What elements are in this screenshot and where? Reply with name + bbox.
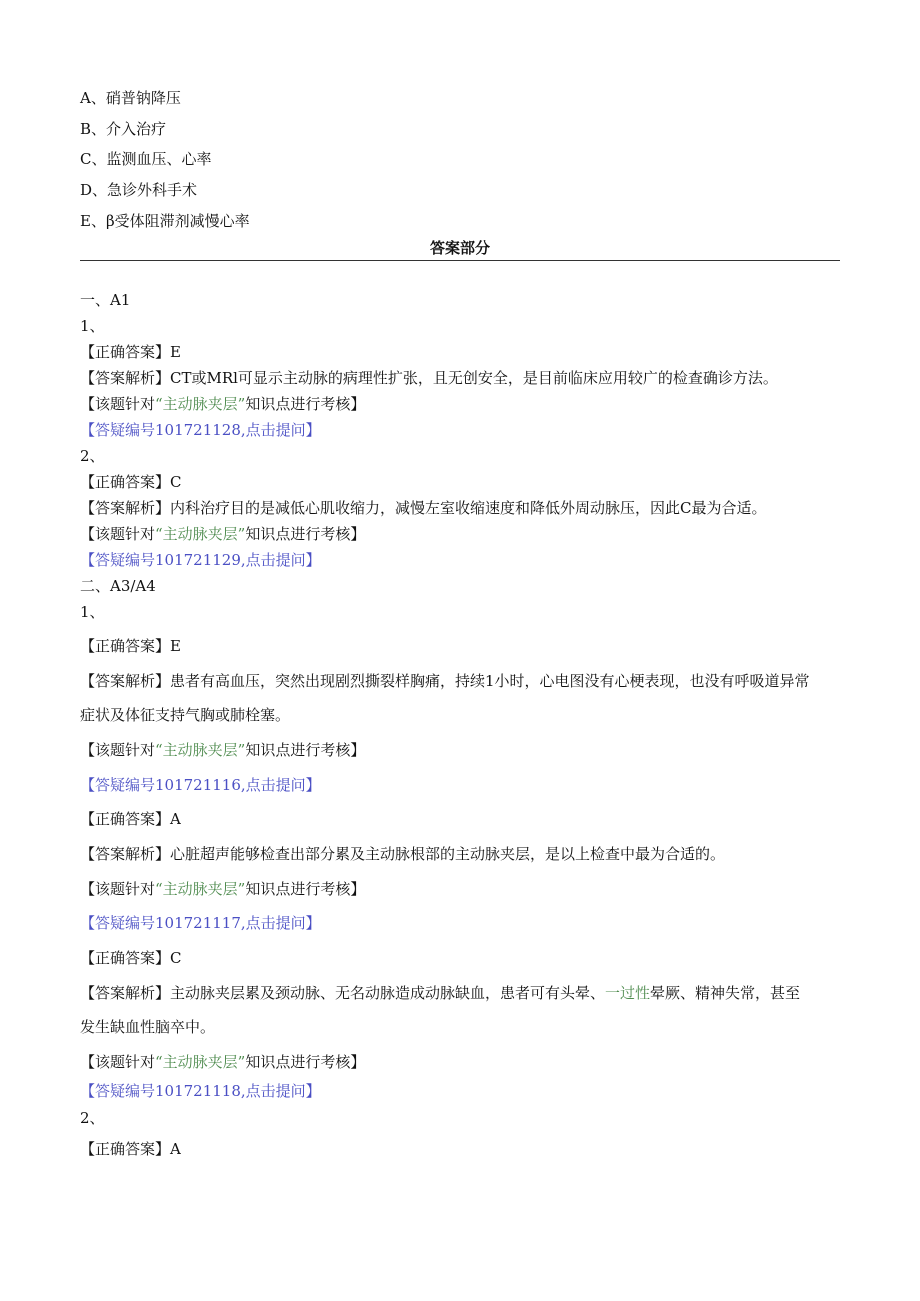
topic-prefix: 【该题针对: [80, 395, 156, 413]
topic-prefix: 【该题针对: [80, 525, 156, 543]
answer-analysis-continued: 发生缺血性脑卒中。: [80, 1018, 216, 1036]
topic-prefix: 【该题针对: [80, 741, 156, 759]
option-e: E、β受体阻滞剂减慢心率: [80, 212, 250, 230]
question-number: 2、: [80, 447, 105, 465]
question-number: 1、: [80, 317, 105, 335]
answer-analysis: 【答案解析】CT或MRl可显示主动脉的病理性扩张，且无创安全，是目前临床应用较广的检查确诊方法。: [80, 369, 778, 387]
topic-note: [80, 879, 365, 899]
topic-link[interactable]: “主动脉夹层”: [155, 525, 246, 543]
correct-answer: 【正确答案】E: [80, 637, 181, 655]
query-link[interactable]: 【答疑编号101721129,点击提问】: [80, 551, 321, 569]
topic-prefix: 【该题针对: [80, 880, 156, 898]
topic-suffix: 知识点进行考核】: [245, 880, 366, 898]
query-link[interactable]: 【答疑编号101721117,点击提问】: [80, 914, 321, 932]
topic-note: [80, 740, 365, 760]
correct-answer: 【正确答案】A: [80, 1140, 181, 1158]
correct-answer: 【正确答案】C: [80, 473, 182, 491]
answer-analysis: 【答案解析】内科治疗目的是减低心肌收缩力，减慢左室收缩速度和降低外周动脉压，因此C最为合适。: [80, 499, 767, 517]
section-one-title: 一、A1: [80, 291, 131, 309]
topic-suffix: 知识点进行考核】: [245, 525, 366, 543]
topic-note: [80, 1052, 365, 1072]
analysis-text: 晕厥、精神失常，甚至: [650, 984, 801, 1002]
option-a: A、硝普钠降压: [80, 89, 181, 107]
topic-note: [80, 394, 365, 414]
correct-answer: 【正确答案】A: [80, 810, 181, 828]
term-link[interactable]: 一过性: [605, 984, 651, 1002]
heading-divider: [80, 260, 840, 261]
question-number: 1、: [80, 603, 105, 621]
topic-suffix: 知识点进行考核】: [245, 395, 366, 413]
answer-heading: 答案部分: [429, 239, 490, 257]
option-b: B、介入治疗: [80, 120, 167, 138]
option-c: C、监测血压、心率: [80, 150, 212, 168]
correct-answer: 【正确答案】E: [80, 343, 181, 361]
query-link[interactable]: 【答疑编号101721128,点击提问】: [80, 421, 321, 439]
analysis-text: 【答案解析】主动脉夹层累及颈动脉、无名动脉造成动脉缺血，患者可有头晕、: [80, 984, 606, 1002]
topic-link[interactable]: “主动脉夹层”: [155, 880, 246, 898]
topic-suffix: 知识点进行考核】: [245, 741, 366, 759]
correct-answer: 【正确答案】C: [80, 949, 182, 967]
section-two-title: 二、A3/A4: [80, 577, 156, 595]
topic-link[interactable]: “主动脉夹层”: [155, 1053, 246, 1071]
query-link[interactable]: 【答疑编号101721116,点击提问】: [80, 776, 321, 794]
answer-analysis: 【答案解析】心脏超声能够检查出部分累及主动脉根部的主动脉夹层，是以上检查中最为合适的。: [80, 845, 726, 863]
topic-prefix: 【该题针对: [80, 1053, 156, 1071]
topic-note: [80, 524, 365, 544]
topic-link[interactable]: “主动脉夹层”: [155, 395, 246, 413]
answer-analysis-continued: 症状及体征支持气胸或肺栓塞。: [80, 706, 291, 724]
question-number: 2、: [80, 1109, 105, 1127]
answer-analysis: 【答案解析】患者有高血压，突然出现剧烈撕裂样胸痛，持续1小时，心电图没有心梗表现，也没有呼吸道异常: [80, 672, 810, 690]
answer-analysis: [80, 983, 800, 1003]
topic-link[interactable]: “主动脉夹层”: [155, 741, 246, 759]
query-link[interactable]: 【答疑编号101721118,点击提问】: [80, 1082, 321, 1100]
topic-suffix: 知识点进行考核】: [245, 1053, 366, 1071]
option-d: D、急诊外科手术: [80, 181, 198, 199]
